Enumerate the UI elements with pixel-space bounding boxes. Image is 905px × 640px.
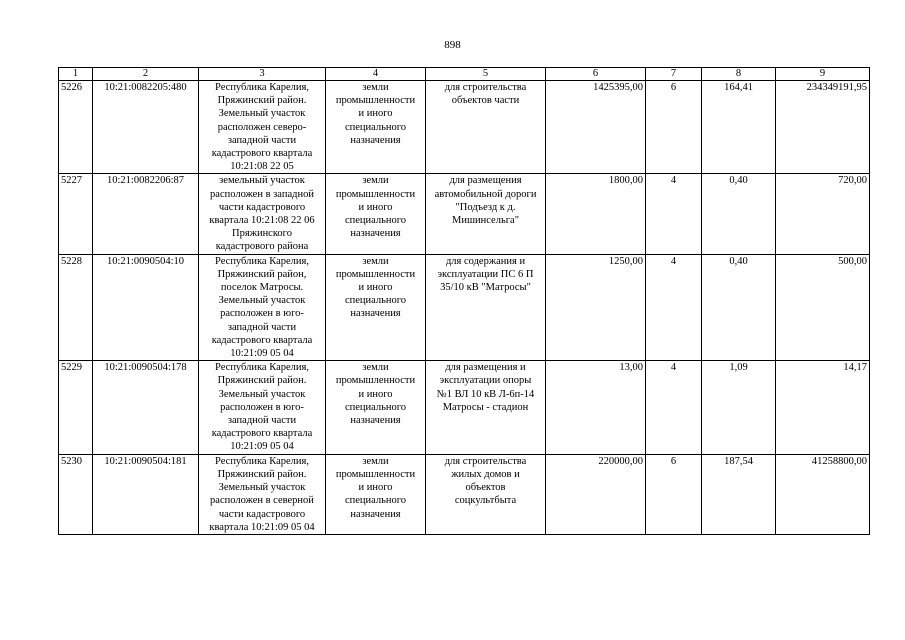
cadastral-number-cell: 10:21:0090504:10: [93, 254, 199, 361]
location-cell-line: поселок Матросы.: [220, 282, 304, 294]
land-category-cell: [326, 361, 426, 454]
permitted-use-cell-line: "Подъезд к д.: [455, 201, 516, 213]
permitted-use-cell-line: №1 ВЛ 10 кВ Л-6п-14: [436, 388, 535, 400]
location-cell-line: земельный участок: [219, 175, 305, 187]
column-header: 3: [199, 68, 326, 81]
cadastral-number-cell: 10:21:0090504:181: [93, 454, 199, 534]
land-category-cell-line: специального: [344, 401, 407, 413]
row-number-cell: 5228: [59, 254, 93, 361]
page-number: 898: [444, 39, 461, 51]
location-cell-line: расположен в северной: [210, 495, 314, 507]
land-category-cell: [326, 81, 426, 174]
permitted-use-cell-line: объектов части: [451, 95, 520, 107]
location-cell-line: Пряжинский район.: [217, 95, 307, 107]
location-cell-line: Пряжинский район.: [217, 375, 307, 387]
land-category-cell: [326, 254, 426, 361]
land-category-cell-line: и иного: [358, 282, 393, 294]
column-8-cell: 1,09: [702, 361, 776, 454]
column-7-cell: 4: [646, 361, 702, 454]
column-7-cell: 4: [646, 174, 702, 254]
land-category-cell-line: земли: [362, 255, 389, 267]
location-cell-line: кадастрового квартала: [211, 428, 313, 440]
column-7-cell: 6: [646, 81, 702, 174]
land-category-cell: [326, 174, 426, 254]
location-cell-line: Земельный участок: [218, 108, 306, 120]
land-category-cell-line: промышленности: [335, 468, 416, 480]
cadastral-number-cell: 10:21:0082206:87: [93, 174, 199, 254]
land-category-cell-line: земли: [362, 455, 389, 467]
column-9-cell: 500,00: [776, 254, 870, 361]
land-category-cell-line: и иного: [358, 201, 393, 213]
permitted-use-cell-line: для содержания и: [445, 255, 526, 267]
table-row: [59, 254, 870, 361]
permitted-use-cell-line: соцкультбыта: [454, 495, 517, 507]
land-category-cell-line: специального: [344, 295, 407, 307]
column-8-cell: 164,41: [702, 81, 776, 174]
land-category-cell-line: земли: [362, 362, 389, 374]
area-cell: 13,00: [546, 361, 646, 454]
land-category-cell-line: и иного: [358, 388, 393, 400]
permitted-use-cell-line: Мишинсельга": [451, 215, 519, 227]
land-category-cell-line: промышленности: [335, 188, 416, 200]
column-9-cell: 234349191,95: [776, 81, 870, 174]
location-cell-line: Земельный участок: [218, 295, 306, 307]
column-9-cell: 14,17: [776, 361, 870, 454]
cadastral-number-cell: 10:21:0082205:480: [93, 81, 199, 174]
location-cell-line: 10:21:09 05 04: [230, 441, 294, 453]
permitted-use-cell: [426, 454, 546, 534]
column-header: 7: [646, 68, 702, 81]
location-cell-line: Республика Карелия,: [215, 82, 309, 93]
permitted-use-cell-line: для строительства: [444, 82, 527, 93]
land-category-cell-line: земли: [362, 175, 389, 187]
table-row: [59, 454, 870, 534]
permitted-use-cell-line: для размещения и: [445, 362, 526, 374]
column-header: 5: [426, 68, 546, 81]
location-cell-line: кадастрового района: [215, 241, 309, 253]
column-header: 4: [326, 68, 426, 81]
permitted-use-cell-line: объектов: [465, 482, 506, 494]
permitted-use-cell-line: жилых домов и: [451, 468, 520, 480]
location-cell-line: расположен в юго-: [220, 401, 304, 413]
permitted-use-cell-line: автомобильной дороги: [434, 188, 537, 200]
column-number-row: [59, 68, 870, 81]
land-category-cell-line: и иного: [358, 482, 393, 494]
land-category-cell-line: специального: [344, 495, 407, 507]
land-category-cell-line: назначения: [350, 415, 401, 427]
location-cell-line: Пряжинский район.: [217, 468, 307, 480]
table-row: [59, 361, 870, 454]
land-category-cell-line: земли: [362, 82, 389, 93]
land-category-cell: [326, 454, 426, 534]
permitted-use-cell: [426, 174, 546, 254]
row-number-cell: 5227: [59, 174, 93, 254]
column-header: 1: [59, 68, 93, 81]
land-category-cell-line: специального: [344, 121, 407, 133]
area-cell: 1425395,00: [546, 81, 646, 174]
permitted-use-cell: [426, 254, 546, 361]
column-8-cell: 0,40: [702, 254, 776, 361]
location-cell-line: западной части: [227, 415, 297, 427]
land-category-cell-line: назначения: [350, 508, 401, 520]
location-cell-line: 10:21:09 05 04: [230, 348, 294, 360]
location-cell-line: расположен в западной: [210, 188, 314, 200]
location-cell: [199, 361, 326, 454]
area-cell: 1250,00: [546, 254, 646, 361]
column-8-cell: 0,40: [702, 174, 776, 254]
location-cell-line: западной части: [227, 321, 297, 333]
location-cell-line: Республика Карелия,: [215, 455, 309, 467]
row-number-cell: 5230: [59, 454, 93, 534]
area-cell: 1800,00: [546, 174, 646, 254]
location-cell-line: Земельный участок: [218, 388, 306, 400]
location-cell-line: западной части: [227, 134, 297, 146]
land-category-cell-line: назначения: [350, 228, 401, 240]
column-7-cell: 4: [646, 254, 702, 361]
land-category-cell-line: назначения: [350, 134, 401, 146]
location-cell-line: расположен северо-: [217, 121, 307, 133]
location-cell-line: Пряжинского: [232, 228, 292, 240]
table-row: [59, 81, 870, 174]
location-cell-line: кадастрового квартала: [211, 334, 313, 346]
row-number-cell: 5226: [59, 81, 93, 174]
location-cell-line: Республика Карелия,: [215, 362, 309, 374]
cadastral-number-cell: 10:21:0090504:178: [93, 361, 199, 454]
location-cell-line: квартала 10:21:09 05 04: [209, 521, 315, 533]
column-9-cell: 720,00: [776, 174, 870, 254]
permitted-use-cell-line: 35/10 кВ "Матросы": [440, 282, 531, 294]
land-category-cell-line: промышленности: [335, 95, 416, 107]
location-cell: [199, 254, 326, 361]
location-cell-line: Земельный участок: [218, 482, 306, 494]
location-cell-line: расположен в юго-: [220, 308, 304, 320]
permitted-use-cell-line: эксплуатации ПС 6 П: [437, 268, 534, 280]
permitted-use-cell-line: для строительства: [444, 455, 527, 467]
land-registry-table: [58, 67, 870, 535]
location-cell-line: части кадастрового: [218, 508, 306, 520]
location-cell-line: Республика Карелия,: [215, 255, 309, 267]
column-9-cell: 41258800,00: [776, 454, 870, 534]
column-8-cell: 187,54: [702, 454, 776, 534]
land-category-cell-line: промышленности: [335, 268, 416, 280]
table-body: [59, 81, 870, 535]
permitted-use-cell-line: эксплуатации опоры: [439, 375, 532, 387]
column-header: 9: [776, 68, 870, 81]
table-row: [59, 174, 870, 254]
land-category-cell-line: промышленности: [335, 375, 416, 387]
location-cell-line: кадастрового квартала: [211, 148, 313, 160]
land-category-cell-line: специального: [344, 215, 407, 227]
column-header: 6: [546, 68, 646, 81]
location-cell: [199, 81, 326, 174]
column-header: 8: [702, 68, 776, 81]
permitted-use-cell: [426, 81, 546, 174]
location-cell: [199, 454, 326, 534]
location-cell: [199, 174, 326, 254]
row-number-cell: 5229: [59, 361, 93, 454]
permitted-use-cell: [426, 361, 546, 454]
column-7-cell: 6: [646, 454, 702, 534]
permitted-use-cell-line: для размещения: [449, 175, 522, 187]
area-cell: 220000,00: [546, 454, 646, 534]
permitted-use-cell-line: Матросы - стадион: [442, 401, 529, 413]
location-cell-line: 10:21:08 22 05: [230, 161, 294, 173]
location-cell-line: Пряжинский район,: [217, 268, 307, 280]
location-cell-line: части кадастрового: [218, 201, 306, 213]
location-cell-line: квартала 10:21:08 22 06: [209, 215, 315, 227]
land-category-cell-line: и иного: [358, 108, 393, 120]
column-header: 2: [93, 68, 199, 81]
land-category-cell-line: назначения: [350, 308, 401, 320]
